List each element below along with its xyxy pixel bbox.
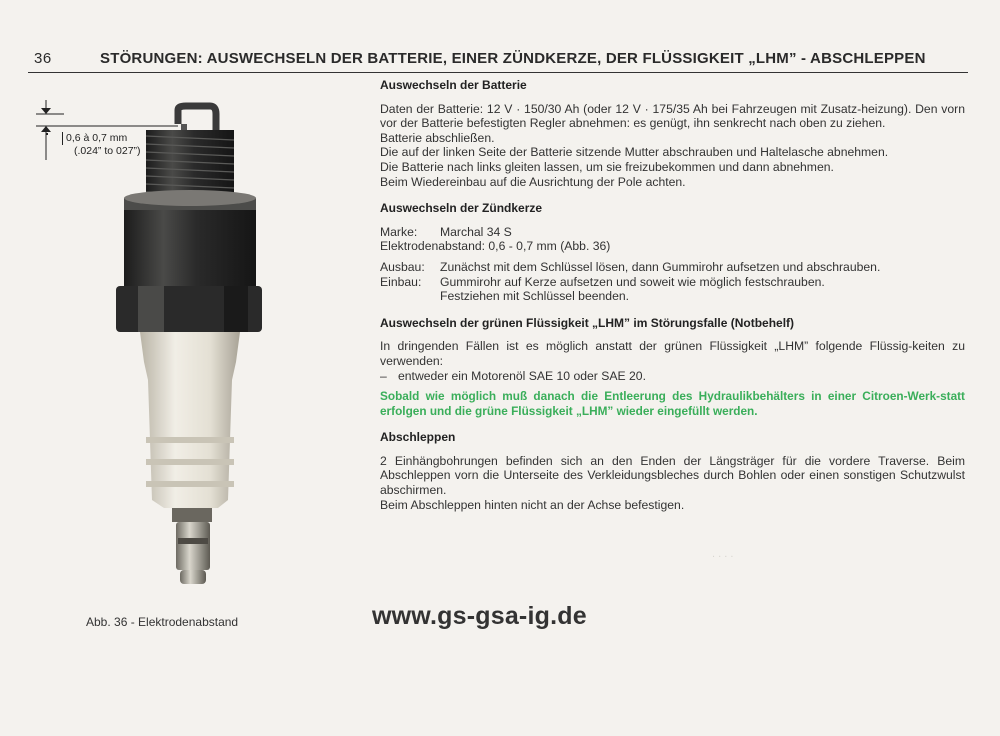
spark-plug-illustration (28, 80, 368, 620)
lhm-para1: In dringenden Fällen ist es möglich anstatt der grünen Flüssigkeit „LHM” folgende Flüssig-keiten zu verwenden: (380, 339, 965, 368)
install-label: Einbau: (380, 274, 422, 289)
brand-label: Marke: (380, 224, 418, 239)
towing-para1: 2 Einhängbohrungen befinden sich an den Enden der Längsträger für die vordere Traverse. Beim Abschleppen vorn die Unterseite des Verkleidungsbleches durch Bohlen oder einen sonstigen Schutzwulst abschirmen. (380, 453, 965, 498)
header-rule (28, 72, 968, 73)
main-text-column (380, 78, 965, 524)
page-number: 36 (34, 50, 52, 67)
remove-text: Zunächst mit dem Schlüssel lösen, dann Gummirohr aufsetzen und abschrauben. (440, 259, 881, 274)
lhm-section (380, 316, 965, 419)
lhm-item1: entweder ein Motorenöl SAE 10 oder SAE 20. (398, 368, 646, 383)
bleed-through-text: . . . . (712, 548, 734, 560)
install-text2: Festziehen mit Schlüssel beenden. (440, 289, 630, 304)
battery-line4: Die Batterie nach links gleiten lassen, um sie freizubekommen und dann abnehmen. (380, 159, 834, 174)
remove-label: Ausbau: (380, 259, 425, 274)
towing-heading: Abschleppen (380, 430, 456, 445)
gap-inch-label: (.024” to 027”) (74, 145, 141, 157)
lhm-heading: Auswechseln der grünen Flüssigkeit „LHM” im Störungsfalle (Notbehelf) (380, 315, 795, 330)
spark-plug-figure (28, 80, 368, 620)
battery-line3: Die auf der linken Seite der Batterie sitzende Mutter abschrauben und Haltelasche abnehmen. (380, 145, 889, 160)
figure-caption: Abb. 36 - Elektrodenabstand (86, 615, 239, 629)
website-watermark: www.gs-gsa-ig.de (372, 602, 587, 630)
sparkplug-section (380, 201, 965, 304)
battery-line5: Beim Wiedereinbau auf die Ausrichtung der Pole achten. (380, 174, 686, 189)
battery-heading: Auswechseln der Batterie (380, 78, 527, 92)
battery-para1: Daten der Batterie: 12 V · 150/30 Ah (oder 12 V · 175/35 Ah bei Fahrzeugen mit Zusatz-heizung). Den vorn vor der Batterie befestigten Regler abnehmen: es genügt, ihn senkrecht nach oben zu ziehen. (380, 101, 965, 131)
towing-para2: Beim Abschleppen hinten nicht an der Achse befestigen. (380, 497, 685, 512)
brand-value: Marchal 34 S (440, 224, 512, 239)
gap-label (62, 132, 162, 158)
sparkplug-heading: Auswechseln der Zündkerze (380, 201, 543, 216)
remove-row (380, 260, 965, 275)
page-header (28, 50, 968, 72)
gap-mm-label: 0,6 à 0,7 mm (62, 132, 162, 145)
battery-section (380, 78, 965, 189)
gap-line: Elektrodenabstand: 0,6 - 0,7 mm (Abb. 36) (380, 239, 611, 254)
install-row (380, 275, 965, 304)
lhm-list-item (380, 369, 965, 384)
sparkplug-brand-row (380, 225, 965, 240)
dash-bullet: – (380, 368, 387, 383)
page-title: STÖRUNGEN: AUSWECHSELN DER BATTERIE, EINER ZÜNDKERZE, DER FLÜSSIGKEIT „LHM” - ABSCHLEPPEN (100, 50, 926, 67)
towing-section (380, 430, 965, 512)
install-text (440, 275, 965, 304)
lhm-green-note: Sobald wie möglich muß danach die Entleerung des Hydraulikbehälters in einer Citroen-Werk-statt erfolgen und die grüne Flüssigkeit „LHM” wieder eingefüllt werden. (380, 389, 965, 418)
install-text1: Gummirohr auf Kerze aufsetzen und soweit wie möglich festschrauben. (440, 274, 825, 289)
battery-line2: Batterie abschließen. (380, 130, 495, 145)
